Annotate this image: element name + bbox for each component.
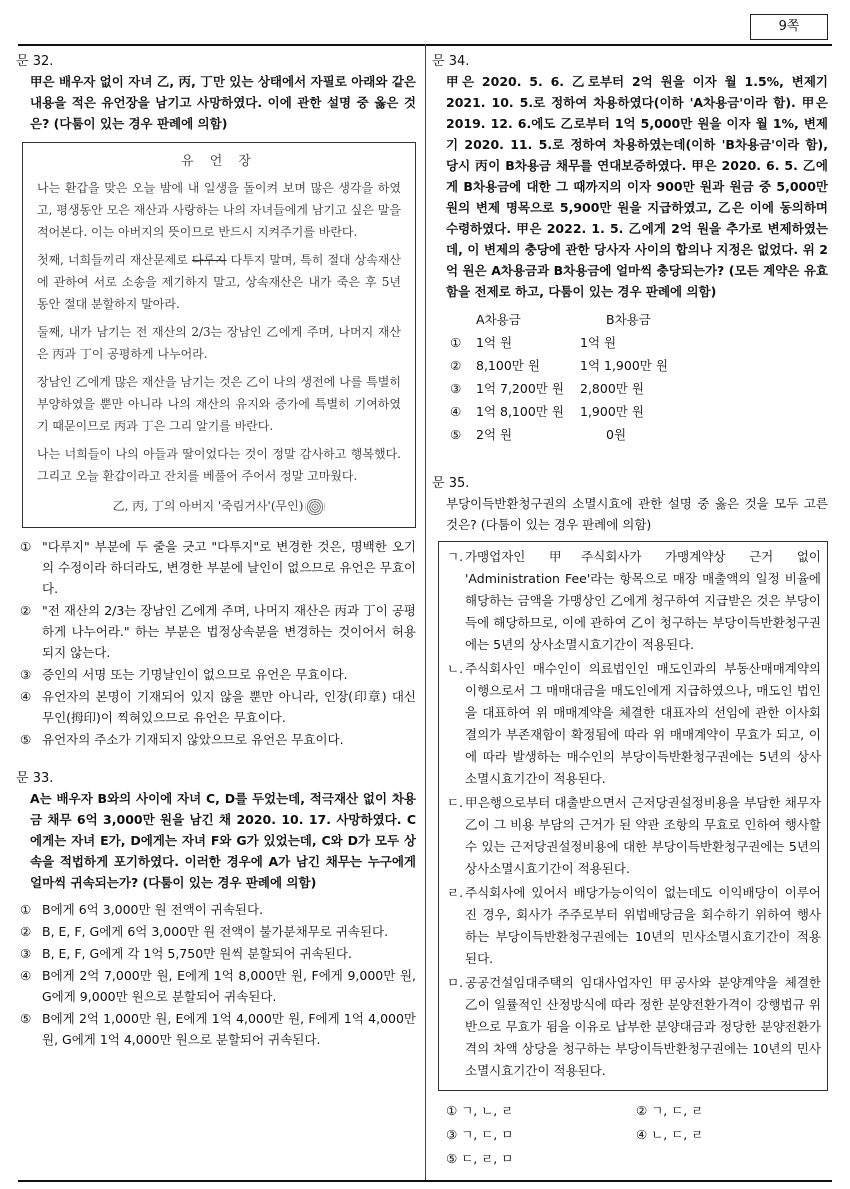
struck-word: 다루지	[191, 253, 227, 267]
choice-text: ㄱ, ㄴ, ㄹ	[461, 1103, 514, 1118]
column-divider	[425, 44, 426, 1180]
will-signature	[37, 495, 401, 517]
right-column	[432, 50, 828, 1171]
b-value: 1,900만 원	[580, 404, 644, 419]
option-number: ④	[450, 404, 462, 419]
option-number: ⑤	[450, 427, 462, 442]
q35-statement-2	[447, 658, 821, 790]
q35-choice-1[interactable]	[446, 1099, 636, 1123]
option-number: ③	[20, 946, 32, 961]
q33-option-3[interactable]	[20, 943, 416, 964]
statement-label: ㄷ.	[447, 795, 464, 810]
option-text: 유언자의 주소가 기재되지 않았으므로 유언은 무효이다.	[42, 732, 344, 747]
option-text: B, E, F, G에게 각 1억 5,750만 원씩 분할되어 귀속된다.	[42, 946, 352, 961]
q34-table-header	[450, 308, 828, 331]
q35-statements-box	[438, 541, 828, 1091]
will-paragraph-3: 둘째, 내가 남기는 전 재산의 2/3는 장남인 乙에게 주며, 나머지 재산은 丙과 丁이 공평하게 나누어라.	[37, 325, 401, 361]
will-box	[22, 142, 416, 528]
option-number: ①	[20, 902, 32, 917]
choice-text: ㄴ, ㄷ, ㄹ	[651, 1127, 704, 1142]
option-text: "전 재산의 2/3는 장남인 乙에게 주며, 나머지 재산은 丙과 丁이 공평하게 나누어라." 하는 부분은 법정상속분을 변경하는 것이어서 허용되지 않는다.	[42, 603, 416, 660]
option-text: B에게 2억 1,000만 원, E에게 1억 4,000만 원, F에게 1억 4,000만 원, G에게 1억 4,000만 원으로 분할되어 귀속된다.	[42, 1011, 416, 1047]
option-text: 증인의 서명 또는 기명날인이 없으므로 유언은 무효이다.	[42, 667, 348, 682]
option-text: B, E, F, G에게 6억 3,000만 원 전액이 불가분채무로 귀속된다.	[42, 924, 389, 939]
q33-option-1[interactable]	[20, 899, 416, 920]
statement-text: 甲은행으로부터 대출받으면서 근저당권설정비용을 부담한 채무자 乙이 그 비용 부담의 근거가 된 약관 조항의 무효로 인하여 행사할 수 있는 근저당권설정비용에 대한 부당이득반환청구권에는 5년의 상사소멸시효기간이 적용된다.	[465, 795, 821, 876]
fingerprint-icon	[305, 498, 325, 516]
option-number: ①	[450, 335, 462, 350]
left-column	[16, 50, 416, 1051]
statement-label: ㄴ.	[447, 661, 464, 676]
q32-option-5[interactable]	[20, 729, 416, 750]
q33-option-2[interactable]	[20, 921, 416, 942]
option-number: ⑤	[20, 732, 32, 747]
q35-choice-3[interactable]	[446, 1123, 636, 1147]
q34-header: 문 34.	[432, 54, 470, 69]
choice-text: ㄷ, ㄹ, ㅁ	[461, 1151, 514, 1166]
bottom-rule	[18, 1180, 832, 1182]
will-title: 유 언 장	[181, 154, 257, 169]
will-signature-text: 乙, 丙, 丁의 아버지 '죽림거사'(무인)	[112, 499, 304, 513]
q35-statement-1	[447, 546, 821, 656]
will-p2-pre: 첫째, 너희들끼리 재산문제로	[37, 253, 192, 267]
will-p2-post: 다투지 말며, 특히 절대 상속재산에 관하여 서로 소송을 제기하지 말고, 상속재산은 내가 죽은 후 5년 동안 절대 분할하지 말아라.	[37, 253, 401, 311]
choice-text: ㄱ, ㄷ, ㅁ	[461, 1127, 514, 1142]
col-b-label: B차용금	[606, 312, 651, 327]
q32-options	[16, 536, 416, 750]
statement-label: ㄱ.	[447, 549, 464, 564]
q34-option-2[interactable]	[450, 354, 828, 377]
a-value: 1억 8,100만 원	[476, 404, 564, 419]
will-paragraph-2	[37, 249, 401, 315]
b-value: 1억 1,900만 원	[580, 358, 668, 373]
option-text: 유언자의 본명이 기재되어 있지 않을 뿐만 아니라, 인장(印章) 대신 무인(拇印)이 찍혀있으므로 유언은 무효이다.	[42, 689, 416, 725]
q34-stem: 甲은 2020. 5. 6. 乙로부터 2억 원을 이자 월 1.5%, 변제기 2021. 10. 5.로 정하여 차용하였다(이하 'A차용금'이라 함). 甲은 2019. 12. 6.에도 乙로부터 1억 5,000만 원을 이자 월 1%, 변제기 2020. 11. 5.로 정하여 차용하였는데(이하 'B차용금'이라 함), 당시 丙이 B차용금 채무를 연대보증하였다. 甲은 2020. 6. 5. 乙에게 B차용금에 대한 그 때까지의 이자 900만 원과 원금 중 5,000만 원의 변제 명목으로 5,900만 원을 지급하였고, 乙은 이에 동의하며 수령하였다. 甲은 2022. 1. 5. 乙에게 2억 원을 추가로 변제하였는데, 이 변제의 충당에 관한 당사자 사이의 합의나 지정은 없었다. 위 2억 원은 A차용금과 B차용금에 얼마씩 충당되는가? (모든 계약은 유효함을 전제로 하고, 다툼이 있는 경우 판례에 의함)	[446, 74, 828, 299]
q35-choice-2[interactable]	[636, 1099, 816, 1123]
q32-stem: 甲은 배우자 없이 자녀 乙, 丙, 丁만 있는 상태에서 자필로 아래와 같은 내용을 적은 유언장을 남기고 사망하였다. 이에 관한 설명 중 옳은 것은? (다툼이 있는 경우 판례에 의함)	[30, 74, 416, 131]
q35-statement-3	[447, 792, 821, 880]
statement-text: 공공건설임대주택의 임대사업자인 甲공사와 분양계약을 체결한 乙이 일률적인 산정방식에 따라 정한 분양전환가격이 강행법규 위반으로 무효가 됨을 이유로 납부한 분양대금과 정당한 분양전환가격의 차액 상당을 청구하는 부당이득반환청구권에는 10년의 민사소멸시효기간이 적용된다.	[465, 975, 821, 1078]
choice-number: ④	[636, 1127, 648, 1142]
option-number: ③	[20, 667, 32, 682]
q32-option-1[interactable]	[20, 536, 416, 599]
choice-number: ②	[636, 1103, 648, 1118]
q34-option-1[interactable]	[450, 331, 828, 354]
option-number: ①	[20, 539, 32, 554]
q33-option-4[interactable]	[20, 965, 416, 1007]
will-paragraph-1: 나는 환갑을 맞은 오늘 밤에 내 일생을 돌이켜 보며 많은 생각을 하였고, 평생동안 모은 재산과 사랑하는 나의 자녀들에게 남기고 싶은 말을 적어본다. 이는 아버지의 뜻이므로 반드시 지켜주기를 바란다.	[37, 181, 401, 239]
statement-label: ㅁ.	[447, 975, 464, 990]
will-paragraph-5: 나는 너희들이 나의 아들과 딸이었다는 것이 정말 감사하고 행복했다. 그리고 오늘 환갑이라고 잔치를 베풀어 주어서 정말 고마웠다.	[37, 447, 401, 483]
statement-label: ㄹ.	[447, 885, 464, 900]
q35-header: 문 35.	[432, 476, 470, 491]
q35-statement-4	[447, 882, 821, 970]
a-value: 2억 원	[476, 427, 513, 442]
option-number: ③	[450, 381, 462, 396]
q35-choice-5[interactable]	[446, 1147, 636, 1171]
q35-stem: 부당이득반환청구권의 소멸시효에 관한 설명 중 옳은 것을 모두 고른 것은? (다툼이 있는 경우 판례에 의함)	[446, 496, 828, 532]
statement-text: 주식회사인 매수인이 의료법인인 매도인과의 부동산매매계약의 이행으로서 그 매매대금을 매도인에게 지급하였으나, 매도인 법인을 대표하여 위 매매계약을 체결한 대표자의 선임에 관한 이사회 결의가 부존재함이 확정됨에 따라 위 매매계약이 무효가 되고, 이에 따라 발생하는 매수인의 부당이득반환청구권에는 5년의 상사소멸시효기간이 적용된다.	[465, 661, 821, 786]
q33-option-5[interactable]	[20, 1008, 416, 1050]
option-number: ④	[20, 689, 32, 704]
choice-number: ⑤	[446, 1151, 458, 1166]
q34-option-5[interactable]	[450, 423, 828, 446]
q35-statement-5	[447, 972, 821, 1082]
choice-number: ①	[446, 1103, 458, 1118]
q32-option-2[interactable]	[20, 600, 416, 663]
q32-header: 문 32.	[16, 54, 54, 69]
q33-stem: A는 배우자 B와의 사이에 자녀 C, D를 두었는데, 적극재산 없이 차용금 채무 6억 3,000만 원을 남긴 채 2020. 10. 17. 사망하였다. C에게는 자녀 E가, D에게는 자녀 F와 G가 있었는데, C와 D가 모두 상속을 적법하게 포기하였다. 이러한 경우에 A가 남긴 채무는 누구에게 얼마씩 귀속되는가? (다툼이 있는 경우 판례에 의함)	[30, 791, 416, 890]
option-number: ⑤	[20, 1011, 32, 1026]
statement-text: 가맹업자인 甲주식회사가 가맹계약상 근거 없이 'Administration Fee'라는 항목으로 매장 매출액의 일정 비율에 해당하는 금액을 가맹상인 乙에게 청구하여 지급받은 것은 부당이득에 해당하므로, 이에 관하여 乙이 청구하는 부당이득반환청구권에는 5년의 상사소멸시효기간이 적용된다.	[465, 549, 821, 652]
a-value: 1억 원	[476, 335, 513, 350]
q33-options	[16, 899, 416, 1050]
q35-choice-4[interactable]	[636, 1123, 816, 1147]
statement-text: 주식회사에 있어서 배당가능이익이 없는데도 이익배당이 이루어진 경우, 회사가 주주로부터 위법배당금을 회수하기 위하여 행사하는 부당이득반환청구권에는 10년의 민사소멸시효기간이 적용된다.	[465, 885, 821, 966]
col-a-label: A차용금	[476, 312, 521, 327]
option-number: ④	[20, 968, 32, 983]
q32-option-4[interactable]	[20, 686, 416, 728]
b-value: 0원	[606, 427, 627, 442]
a-value: 8,100만 원	[476, 358, 540, 373]
option-number: ②	[450, 358, 462, 373]
choice-number: ③	[446, 1127, 458, 1142]
choice-text: ㄱ, ㄷ, ㄹ	[651, 1103, 704, 1118]
q34-option-4[interactable]	[450, 400, 828, 423]
b-value: 1억 원	[580, 335, 617, 350]
option-number: ②	[20, 924, 32, 939]
a-value: 1억 7,200만 원	[476, 381, 564, 396]
q33-header: 문 33.	[16, 771, 54, 786]
option-number: ②	[20, 603, 32, 618]
q35-choices	[446, 1099, 828, 1171]
will-paragraph-4: 장남인 乙에게 많은 재산을 남기는 것은 乙이 나의 생전에 나를 특별히 부양하였을 뿐만 아니라 나의 재산의 유지와 증가에 특별히 기여하였기 때문이므로 丙과 丁은 그리 알기를 바란다.	[37, 375, 401, 433]
option-text: "다루지" 부분에 두 줄을 긋고 "다투지"로 변경한 것은, 명백한 오기의 수정이라 하더라도, 변경한 부분에 날인이 없으므로 유언은 무효이다.	[42, 539, 416, 596]
q34-option-3[interactable]	[450, 377, 828, 400]
option-text: B에게 6억 3,000만 원 전액이 귀속된다.	[42, 902, 264, 917]
page-number: 9쪽	[750, 14, 828, 40]
q32-option-3[interactable]	[20, 664, 416, 685]
option-text: B에게 2억 7,000만 원, E에게 1억 8,000만 원, F에게 9,000만 원, G에게 9,000만 원으로 분할되어 귀속된다.	[42, 968, 416, 1004]
b-value: 2,800만 원	[580, 381, 644, 396]
q34-answer-table	[450, 308, 828, 446]
